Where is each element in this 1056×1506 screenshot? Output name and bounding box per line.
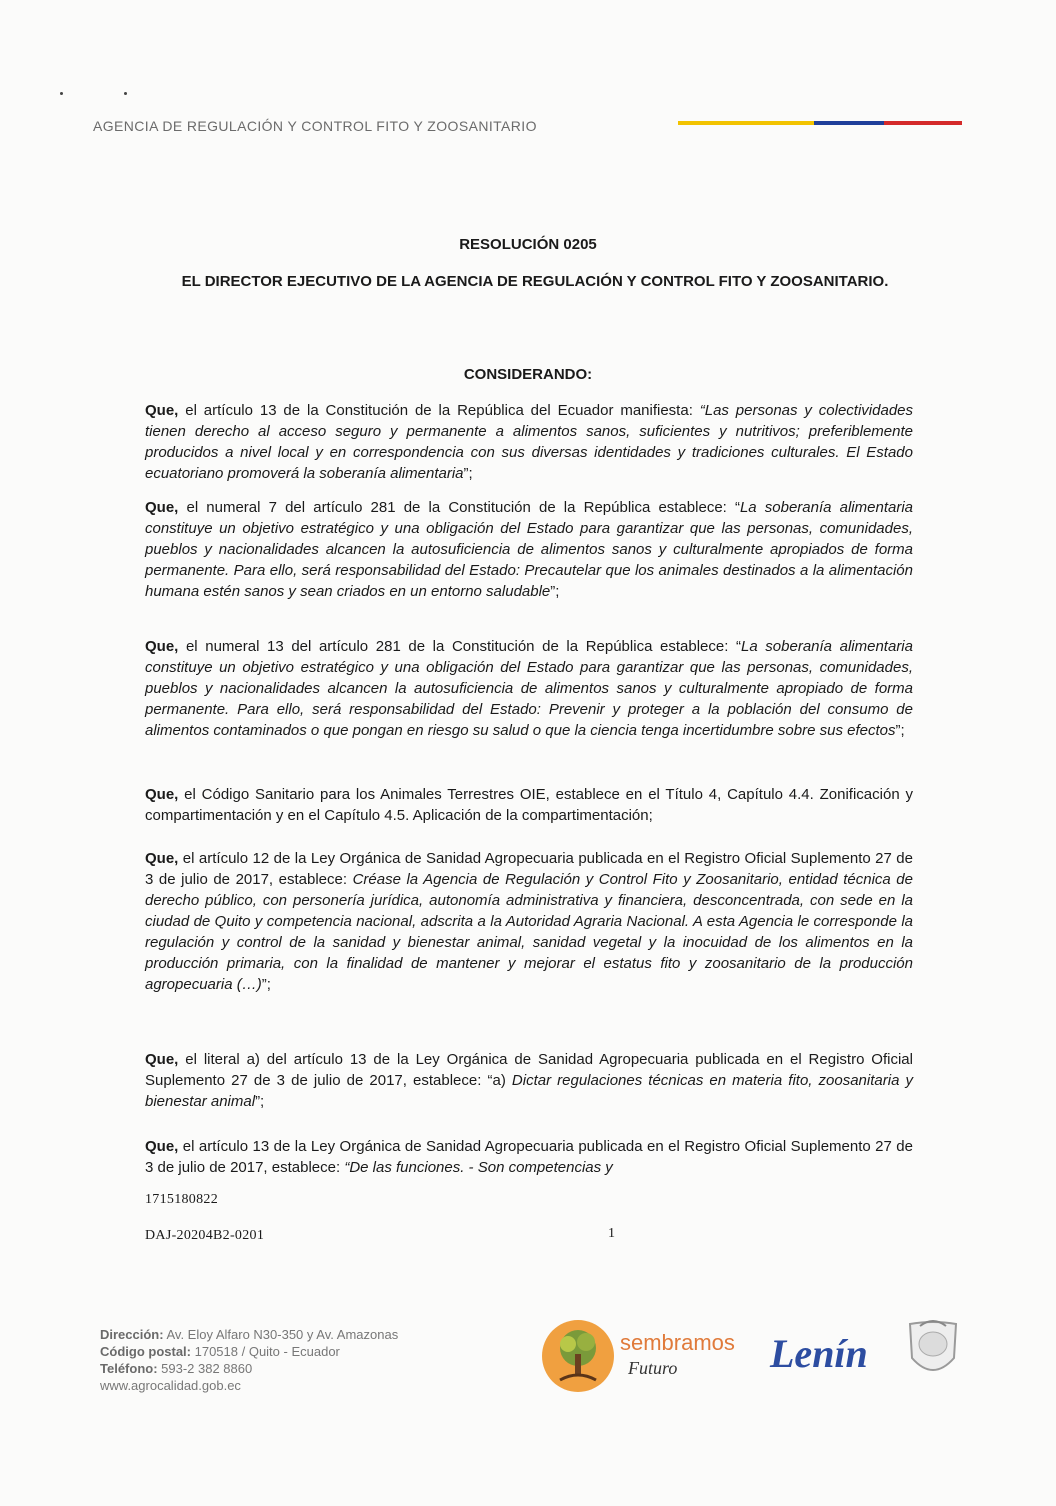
footer-phone: Teléfono: 593-2 382 8860 <box>100 1361 253 1376</box>
italic-text: La soberanía alimentaria constituye un objetivo estratégico y una obligación del Estado para garantizar que las personas, comunidades, pueblos y nacionalidades alcancen la autosuficiencia de alimentos sanos y culturalmente apropiados de forma permanente. Para ello, será responsabilidad del Estado: Precautelar que los animales destinados a la alimentación humana estén sanos y sean criados en un entorno saludable <box>145 499 913 600</box>
paragraph-2 <box>145 497 913 602</box>
italic-text: “De las funciones. - Son competencias y <box>344 1159 613 1176</box>
coat-of-arms-icon <box>900 1318 966 1384</box>
page-number: 1 <box>608 1226 615 1241</box>
tail-text: ”; <box>550 583 560 600</box>
paragraph-7 <box>145 1136 913 1178</box>
paragraph-5 <box>145 848 913 995</box>
paragraph-3 <box>145 636 913 741</box>
normal-text: el artículo 12 de la Ley Orgánica de Sanidad Agropecuaria publicada en el Registro Oficial Suplemento 27 de 3 de julio de 2017, establece: <box>145 850 913 888</box>
footer-contact <box>100 1326 398 1394</box>
tail-text: ”; <box>463 465 473 482</box>
normal-text: el artículo 13 de la Constitución de la República del Ecuador manifiesta: <box>178 402 700 419</box>
italic-text: Dictar regulaciones técnicas en materia fito, zoosanitaria y bienestar animal <box>145 1072 913 1110</box>
tail-text: ”; <box>895 722 905 739</box>
agency-header: AGENCIA DE REGULACIÓN Y CONTROL FITO Y ZOOSANITARIO <box>93 118 537 134</box>
tail-text: ”; <box>261 976 271 993</box>
normal-text: el literal a) del artículo 13 de la Ley Orgánica de Sanidad Agropecuaria publicada en el Registro Oficial Suplemento 27 de 3 de julio de 2017, establece: “a) <box>145 1051 913 1089</box>
scan-marks <box>60 92 140 98</box>
document-code-number: 1715180822 <box>145 1192 218 1207</box>
signature-logo: Lenín <box>770 1331 868 1376</box>
lead: Que, <box>145 850 179 867</box>
lead: Que, <box>145 786 179 803</box>
normal-text: el numeral 13 del artículo 281 de la Constitución de la República establece: “ <box>178 638 741 655</box>
normal-text: el Código Sanitario para los Animales Terrestres OIE, establece en el Título 4, Capítulo 4.4. Zonificación y compartimentación y en el Capítulo 4.5. Aplicación de la compartimentación; <box>145 786 913 824</box>
tree-logo-icon <box>540 1318 616 1394</box>
sembramos-logo-text: sembramos <box>620 1330 735 1355</box>
resolution-title: RESOLUCIÓN 0205 <box>459 236 597 253</box>
considerando-heading: CONSIDERANDO: <box>463 366 593 383</box>
tail-text: ”; <box>255 1093 265 1110</box>
document-reference-code: DAJ-20204B2-0201 <box>145 1228 265 1243</box>
normal-text: el numeral 7 del artículo 281 de la Constitución de la República establece: “ <box>178 499 740 516</box>
paragraph-4 <box>145 784 913 826</box>
flag-stripe-blue <box>814 121 884 125</box>
italic-text: “Las personas y colectividades tienen derecho al acceso seguro y permanente a alimentos sanos, suficientes y nutritivos; preferiblemente producidos a nivel local y en correspondencia con sus diversas identidades y tradiciones culturales. El Estado ecuatoriano promoverá la soberanía alimentaria <box>145 402 913 482</box>
flag-stripe-red <box>884 121 962 125</box>
lead: Que, <box>145 638 179 655</box>
italic-text: Créase la Agencia de Regulación y Control Fito y Zoosanitario, entidad técnica de derecho público, con personería jurídica, autonomía administrativa y financiera, desconcentrada, con sede en la ciudad de Quito y competencia nacional, adscrita a la Autoridad Agraria Nacional. A esta Agencia le corresponde la regulación y control de la sanidad y bienestar animal, sanidad vegetal y la inocuidad de los alimentos en la producción primaria, con la finalidad de mantener y mejorar el estatus fito y zoosanitario de la producción agropecuaria (…) <box>145 871 913 993</box>
lead: Que, <box>145 1138 179 1155</box>
lead: Que, <box>145 499 179 516</box>
lead: Que, <box>145 402 179 419</box>
director-title: EL DIRECTOR EJECUTIVO DE LA AGENCIA DE REGULACIÓN Y CONTROL FITO Y ZOOSANITARIO. <box>181 273 889 290</box>
lead: Que, <box>145 1051 179 1068</box>
futuro-logo-text: Futuro <box>628 1358 678 1378</box>
footer-address: Dirección: Av. Eloy Alfaro N30-350 y Av. Amazonas <box>100 1327 399 1342</box>
italic-text: La soberanía alimentaria constituye un objetivo estratégico y una obligación del Estado para garantizar que las personas, comunidades, pueblos y nacionalidades alcancen la autosuficiencia de alimentos sanos y culturalmente apropiado de forma permanente. Para ello, será responsabilidad del Estado: Prevenir y proteger a la población del consumo de alimentos contaminados o que pongan en riesgo su salud o que la ciencia tenga incertidumbre sobre sus efectos <box>145 638 913 739</box>
paragraph-1 <box>145 400 913 484</box>
paragraph-6 <box>145 1049 913 1112</box>
flag-stripe-yellow <box>678 121 814 125</box>
normal-text: el artículo 13 de la Ley Orgánica de Sanidad Agropecuaria publicada en el Registro Oficial Suplemento 27 de 3 de julio de 2017, establece: <box>145 1138 913 1176</box>
footer-website: www.agrocalidad.gob.ec <box>100 1378 241 1393</box>
footer-postal: Código postal: 170518 / Quito - Ecuador <box>100 1344 340 1359</box>
